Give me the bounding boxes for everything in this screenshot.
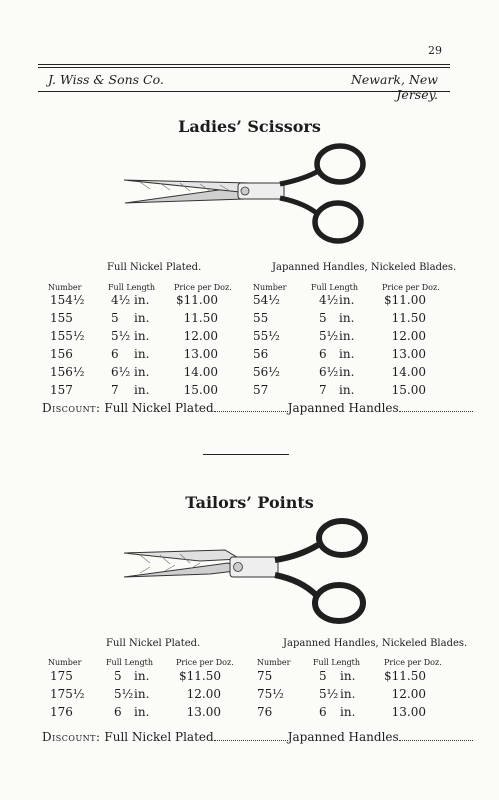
table-cell-right-number: 55½	[253, 329, 280, 343]
tailors-left-subtitle: Full Nickel Plated.	[106, 638, 201, 649]
table-cell-left-unit: in.	[134, 365, 150, 379]
table-cell-left-length: 5½	[111, 329, 131, 343]
tailors-discount-right: Japanned Handles	[287, 730, 399, 744]
ladies-discount-left-dots	[214, 410, 288, 412]
ladies-discount-left: Full Nickel Plated	[104, 401, 214, 415]
table-cell-right-price: 13.00	[391, 705, 426, 719]
tailors-right-header-price: Price per Doz.	[384, 658, 442, 667]
ladies-right-header-length: Full Length	[311, 283, 359, 292]
table-cell-right-number: 56½	[253, 365, 280, 379]
ladies-scissors-illustration	[0, 140, 499, 250]
table-cell-left-number: 154½	[50, 293, 85, 307]
ladies-left-header-number: Number	[48, 283, 82, 292]
table-cell-left-unit: in.	[134, 705, 150, 719]
table-cell-right-price: 14.00	[391, 365, 426, 379]
section-separator	[203, 454, 289, 455]
table-cell-right-price: 11.50	[391, 311, 426, 325]
table-cell-left-price: $11.00	[176, 293, 218, 307]
table-cell-right-length: 5½	[319, 329, 339, 343]
table-cell-right-number: 55	[253, 311, 269, 325]
table-cell-left-number: 176	[50, 705, 73, 719]
ladies-right-header-number: Number	[253, 283, 287, 292]
tailors-points-illustration	[0, 515, 499, 625]
table-cell-left-length: 6½	[111, 365, 131, 379]
table-cell-left-unit: in.	[134, 329, 150, 343]
table-cell-right-unit: in.	[339, 347, 355, 361]
table-cell-left-number: 175½	[50, 687, 85, 701]
ladies-discount-right: Japanned Handles	[287, 401, 399, 415]
table-cell-left-number: 175	[50, 669, 73, 683]
table-cell-left-unit: in.	[134, 311, 150, 325]
table-cell-right-length: 4½	[319, 293, 339, 307]
tailors-discount-right-dots	[399, 739, 473, 741]
page-number: 29	[428, 44, 442, 57]
table-cell-right-length: 6½	[319, 365, 339, 379]
table-cell-right-price: 12.00	[391, 687, 426, 701]
ladies-right-header-price: Price per Doz.	[382, 283, 440, 292]
table-cell-left-price: 15.00	[183, 383, 218, 397]
table-cell-left-price: $11.50	[179, 669, 221, 683]
ladies-discount-right-dots	[399, 410, 473, 412]
tailors-right-header-number: Number	[257, 658, 291, 667]
table-cell-left-price: 12.00	[186, 687, 221, 701]
table-cell-left-number: 157	[50, 383, 73, 397]
ladies-left-header-length: Full Length	[108, 283, 156, 292]
table-cell-right-length: 6	[319, 347, 327, 361]
table-cell-left-price: 13.00	[186, 705, 221, 719]
table-cell-left-unit: in.	[134, 293, 150, 307]
table-cell-right-unit: in.	[339, 383, 355, 397]
table-cell-left-length: 4½	[111, 293, 131, 307]
table-cell-right-unit: in.	[339, 311, 355, 325]
table-cell-left-number: 155	[50, 311, 73, 325]
header-rule-bottom	[38, 91, 450, 92]
tailors-discount-line	[42, 730, 473, 744]
section-title-tailors-points: Tailors’ Points	[185, 493, 314, 512]
company-location: Newark, New Jersey.	[350, 72, 438, 102]
section-title-ladies-scissors: Ladies’ Scissors	[178, 117, 321, 136]
ladies-discount-label: Discount:	[42, 401, 101, 415]
table-cell-right-unit: in.	[339, 365, 355, 379]
table-cell-right-length: 5½	[319, 687, 339, 701]
table-cell-right-price: $11.50	[384, 669, 426, 683]
table-cell-left-price: 12.00	[183, 329, 218, 343]
tailors-right-header-length: Full Length	[313, 658, 361, 667]
table-cell-left-unit: in.	[134, 687, 150, 701]
table-cell-right-unit: in.	[340, 705, 356, 719]
table-cell-left-price: 13.00	[183, 347, 218, 361]
table-cell-right-number: 54½	[253, 293, 280, 307]
table-cell-right-length: 5	[319, 311, 327, 325]
table-cell-right-number: 57	[253, 383, 269, 397]
table-cell-right-price: $11.00	[384, 293, 426, 307]
table-cell-left-number: 156½	[50, 365, 85, 379]
table-cell-left-length: 6	[114, 705, 122, 719]
table-cell-left-unit: in.	[134, 669, 150, 683]
table-cell-left-length: 7	[111, 383, 119, 397]
table-cell-right-unit: in.	[339, 329, 355, 343]
tailors-discount-label: Discount:	[42, 730, 101, 744]
table-cell-left-unit: in.	[134, 383, 150, 397]
header-rule-top-2	[38, 67, 450, 68]
table-cell-left-length: 5	[114, 669, 122, 683]
header-rule-top	[38, 64, 450, 65]
table-cell-left-length: 6	[111, 347, 119, 361]
tailors-discount-left-dots	[214, 739, 288, 741]
table-cell-right-price: 12.00	[391, 329, 426, 343]
table-cell-left-length: 5	[111, 311, 119, 325]
table-cell-right-unit: in.	[339, 293, 355, 307]
table-cell-left-number: 155½	[50, 329, 85, 343]
table-cell-right-unit: in.	[340, 669, 356, 683]
table-cell-right-price: 15.00	[391, 383, 426, 397]
table-cell-right-length: 7	[319, 383, 327, 397]
table-cell-right-length: 6	[319, 705, 327, 719]
ladies-right-subtitle: Japanned Handles, Nickeled Blades.	[272, 262, 457, 273]
tailors-discount-left: Full Nickel Plated	[104, 730, 214, 744]
table-cell-left-number: 156	[50, 347, 73, 361]
ladies-left-header-price: Price per Doz.	[174, 283, 232, 292]
table-cell-left-price: 14.00	[183, 365, 218, 379]
tailors-left-header-number: Number	[48, 658, 82, 667]
table-cell-left-price: 11.50	[183, 311, 218, 325]
table-cell-right-number: 75½	[257, 687, 284, 701]
company-name: J. Wiss & Sons Co.	[48, 72, 164, 87]
table-cell-right-number: 76	[257, 705, 273, 719]
ladies-left-subtitle: Full Nickel Plated.	[107, 262, 202, 273]
tailors-right-subtitle: Japanned Handles, Nickeled Blades.	[283, 638, 468, 649]
tailors-left-header-length: Full Length	[106, 658, 154, 667]
table-cell-left-unit: in.	[134, 347, 150, 361]
table-cell-right-price: 13.00	[391, 347, 426, 361]
ladies-discount-line	[42, 401, 473, 415]
table-cell-right-unit: in.	[340, 687, 356, 701]
table-cell-right-number: 56	[253, 347, 269, 361]
table-cell-right-length: 5	[319, 669, 327, 683]
table-cell-left-length: 5½	[114, 687, 134, 701]
tailors-left-header-price: Price per Doz.	[176, 658, 234, 667]
table-cell-right-number: 75	[257, 669, 273, 683]
